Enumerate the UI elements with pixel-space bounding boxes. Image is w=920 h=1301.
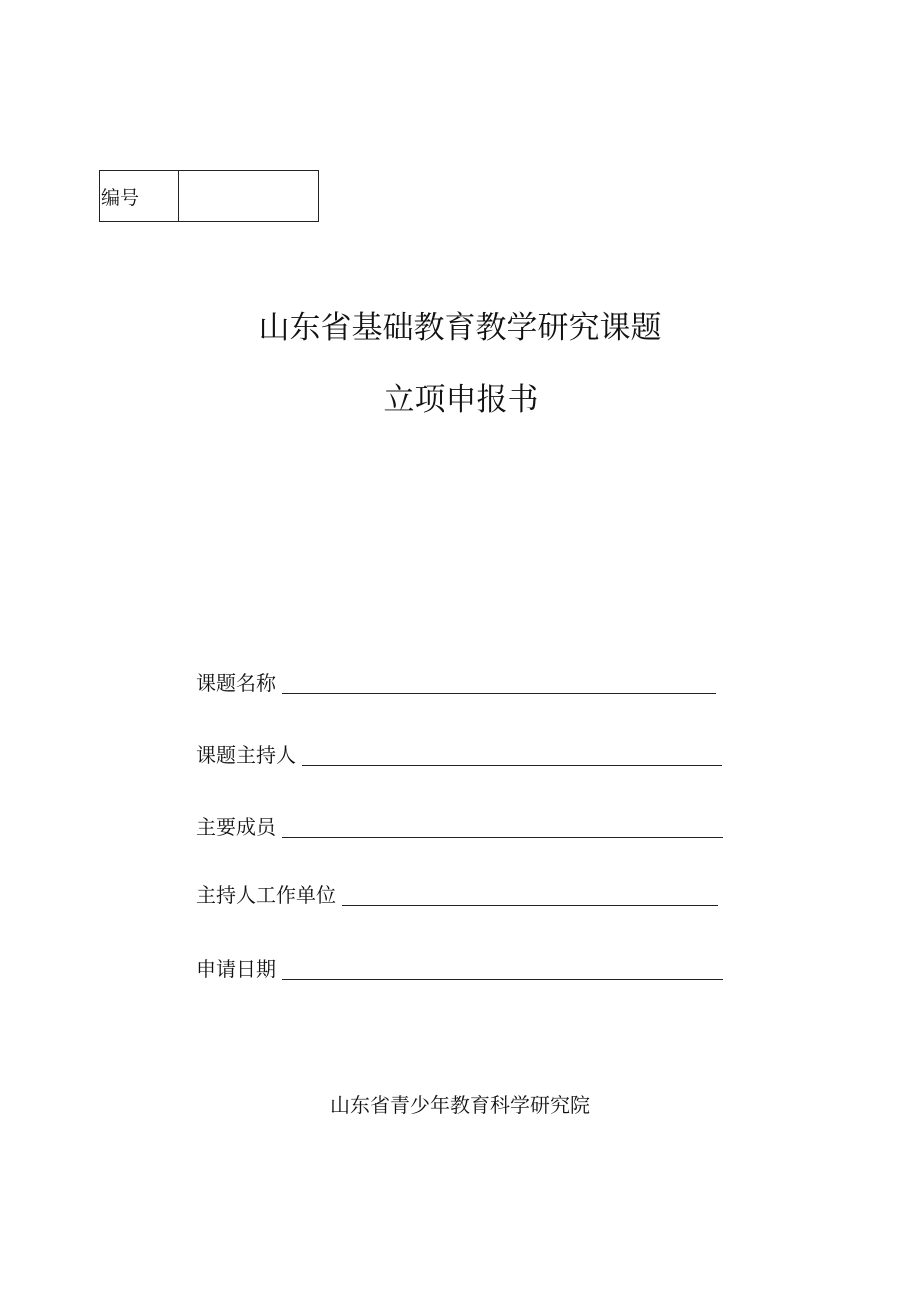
field-application-date-line[interactable]: [282, 979, 723, 980]
serial-number-label: 编号: [100, 171, 179, 221]
field-project-host-label: 课题主持人: [196, 743, 296, 767]
field-project-host: [196, 735, 722, 769]
field-project-host-line[interactable]: [302, 765, 722, 766]
field-application-date-label: 申请日期: [196, 957, 276, 981]
field-host-workplace: [196, 875, 718, 909]
field-host-workplace-line[interactable]: [342, 905, 718, 906]
field-project-name: [196, 663, 716, 697]
field-project-name-label: 课题名称: [196, 671, 276, 695]
field-application-date: [196, 949, 723, 983]
field-host-workplace-label: 主持人工作单位: [196, 883, 336, 907]
field-main-members-label: 主要成员: [196, 815, 276, 839]
field-main-members: [196, 807, 723, 841]
issuing-organization: 山东省青少年教育科学研究院: [330, 1093, 590, 1117]
document-subtitle: 立项申报书: [383, 382, 539, 418]
serial-number-box: [99, 170, 319, 222]
field-main-members-line[interactable]: [282, 837, 723, 838]
serial-number-field[interactable]: [179, 171, 318, 221]
document-title: 山东省基础教育教学研究课题: [258, 310, 662, 346]
field-project-name-line[interactable]: [282, 693, 716, 694]
